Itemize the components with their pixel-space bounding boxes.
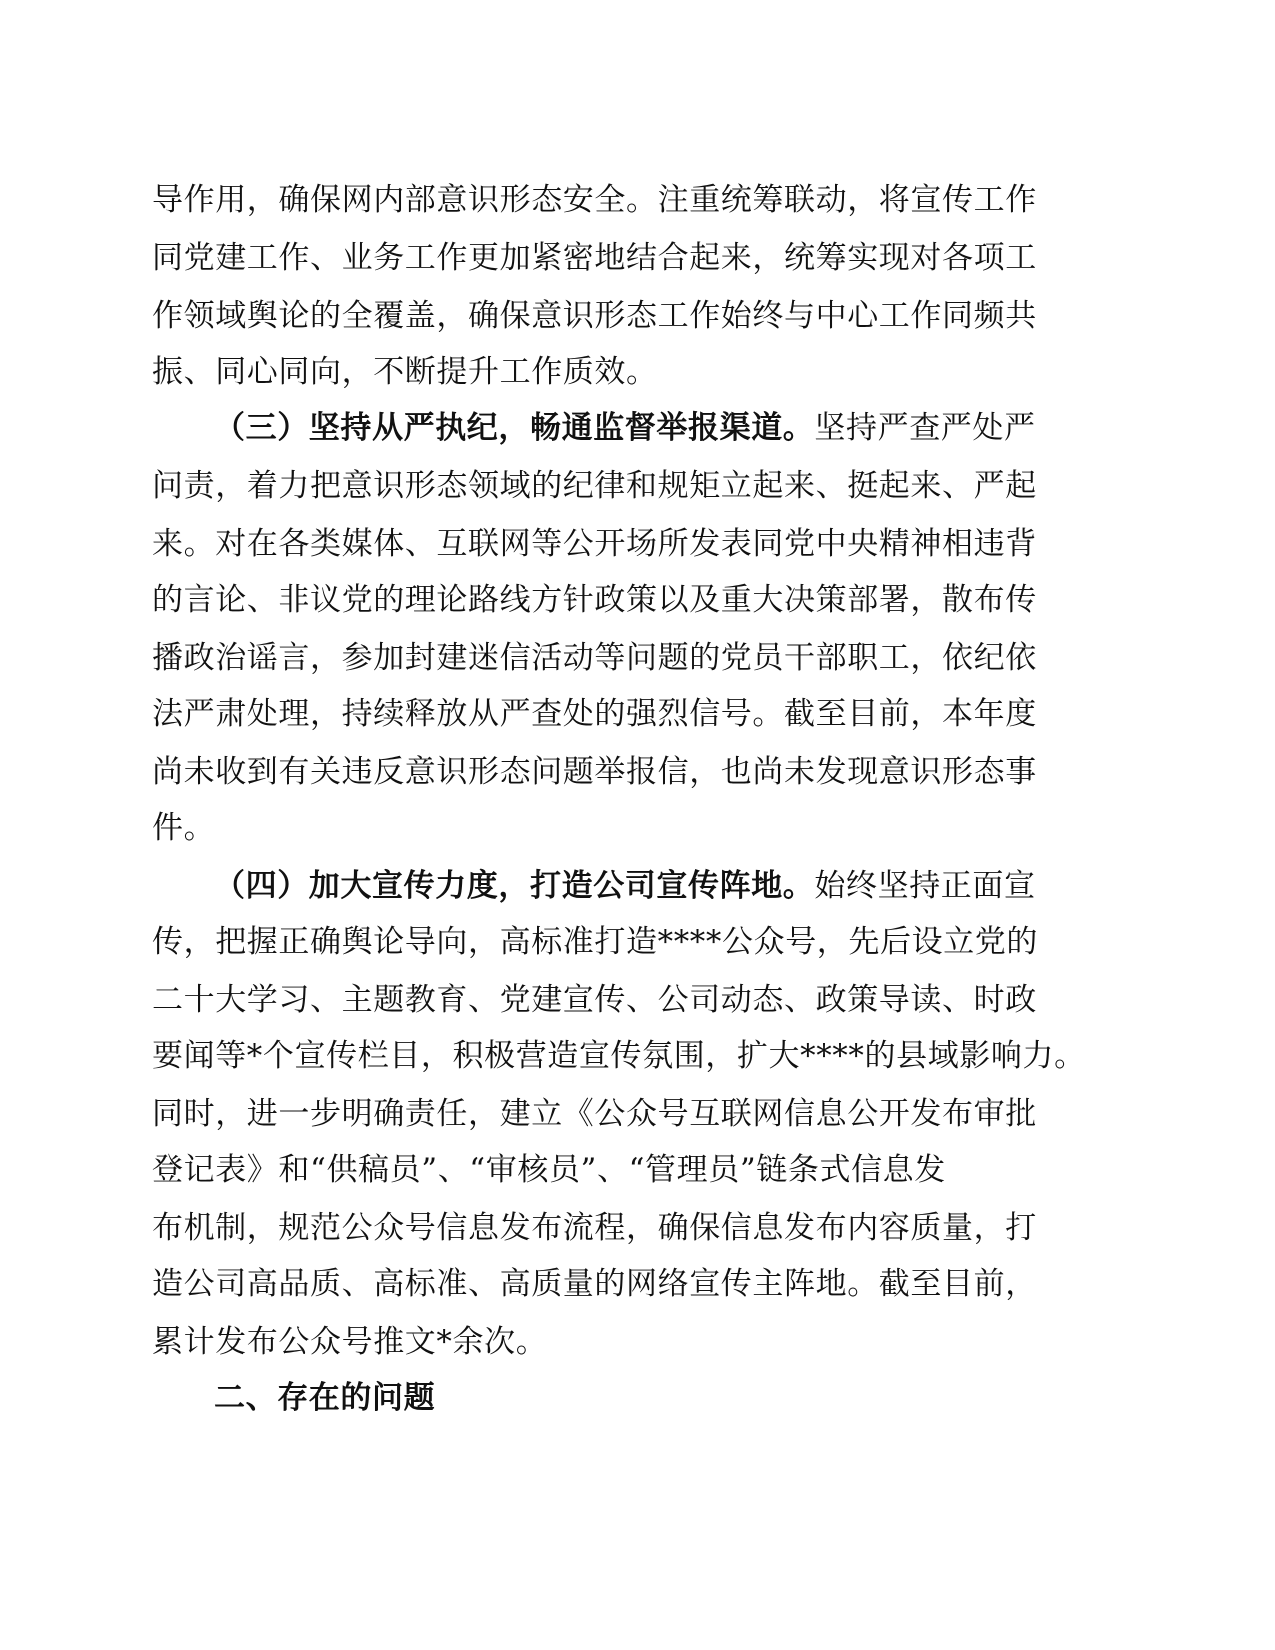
paragraph-3-line-6: 登记表》和“供稿员”、“审核员”、“管理员”链条式信息发	[152, 1152, 946, 1188]
paragraph-3-line-2: 传，把握正确舆论导向，高标准打造****公众号，先后设立党的	[152, 924, 1038, 960]
paragraph-3-line-7: 布机制，规范公众号信息发布流程，确保信息发布内容质量，打	[152, 1210, 1037, 1246]
paragraph-3-line-1-text: 始终坚持正面宣	[814, 868, 1036, 904]
section-heading: 二、存在的问题	[214, 1380, 436, 1416]
paragraph-2-line-5: 播政治谣言，参加封建迷信活动等问题的党员干部职工，依纪依	[152, 640, 1037, 676]
paragraph-2-line-4: 的言论、非议党的理论路线方针政策以及重大决策部署，散布传	[152, 582, 1037, 618]
paragraph-3-line-4: 要闻等*个宣传栏目，积极营造宣传氛围，扩大****的县域影响力。	[152, 1038, 1086, 1074]
paragraph-3-line-8: 造公司高品质、高标准、高质量的网络宣传主阵地。截至目前，	[152, 1266, 1037, 1302]
paragraph-3-line-5: 同时，进一步明确责任，建立《公众号互联网信息公开发布审批	[152, 1096, 1037, 1132]
paragraph-2-line-6: 法严肃处理，持续释放从严查处的强烈信号。截至目前，本年度	[152, 696, 1037, 732]
paragraph-1-line-4: 振、同心同向，不断提升工作质效。	[152, 354, 658, 390]
paragraph-2-lead: （三）坚持从严执纪，畅通监督举报渠道。	[214, 410, 815, 446]
paragraph-2-line-3: 来。对在各类媒体、互联网等公开场所发表同党中央精神相违背	[152, 526, 1037, 562]
paragraph-2-line-2: 问责，着力把意识形态领域的纪律和规矩立起来、挺起来、严起	[152, 468, 1037, 504]
paragraph-1-line-1: 导作用，确保网内部意识形态安全。注重统筹联动，将宣传工作	[152, 182, 1037, 218]
paragraph-1-line-2: 同党建工作、业务工作更加紧密地结合起来，统筹实现对各项工	[152, 240, 1037, 276]
paragraph-3-line-1	[214, 866, 1036, 906]
paragraph-3-line-3: 二十大学习、主题教育、党建宣传、公司动态、政策导读、时政	[152, 982, 1037, 1018]
paragraph-2-line-8: 件。	[152, 810, 216, 846]
paragraph-2-line-1-text: 坚持严查严处严	[814, 410, 1036, 446]
paragraph-3-lead: （四）加大宣传力度，打造公司宣传阵地。	[214, 868, 815, 904]
paragraph-2-line-1	[214, 408, 1036, 448]
paragraph-2-line-7: 尚未收到有关违反意识形态问题举报信，也尚未发现意识形态事	[152, 754, 1037, 790]
paragraph-3-line-9: 累计发布公众号推文*余次。	[152, 1324, 548, 1360]
paragraph-1-line-3: 作领域舆论的全覆盖，确保意识形态工作始终与中心工作同频共	[152, 298, 1037, 334]
